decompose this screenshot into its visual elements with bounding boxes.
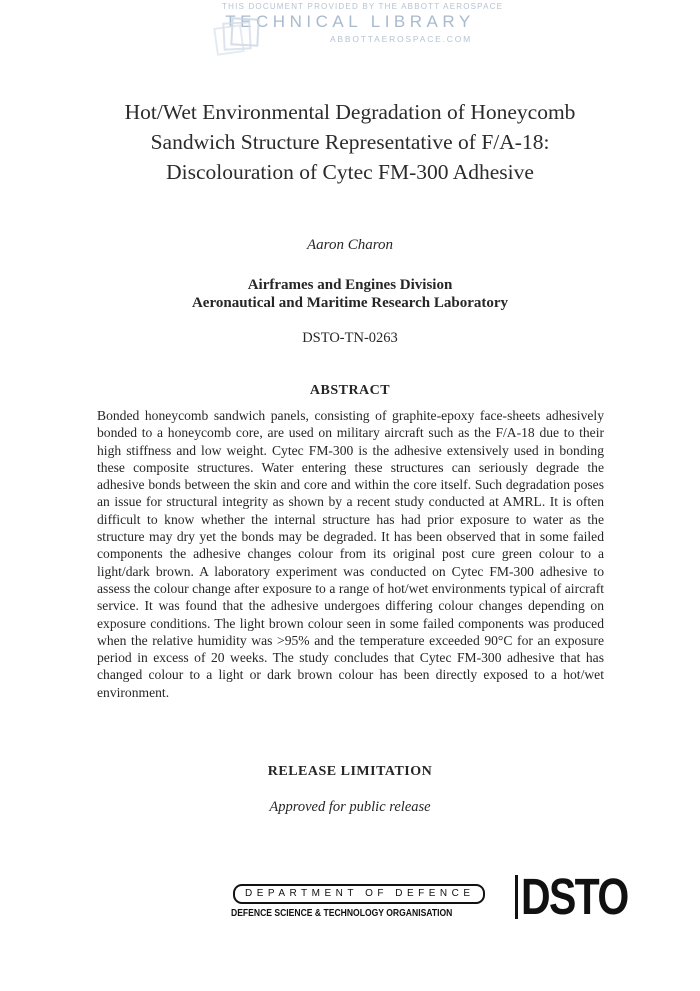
abstract-heading: ABSTRACT bbox=[309, 383, 391, 398]
watermark-brand: TECHNICAL LIBRARY bbox=[225, 12, 475, 31]
release-limitation-heading: RELEASE LIMITATION bbox=[267, 764, 433, 779]
dsto-logo-left bbox=[231, 873, 515, 919]
abbott-aerospace-watermark bbox=[222, 2, 504, 44]
division-name: Airframes and Engines Division bbox=[247, 277, 453, 293]
watermark-site-url: ABBOTTAEROSPACE.COM bbox=[329, 34, 472, 44]
title-line-3: Discolouration of Cytec FM-300 Adhesive bbox=[166, 160, 534, 184]
dsto-acronym: DSTO bbox=[520, 867, 628, 925]
watermark-provider-line: THIS DOCUMENT PROVIDED BY THE ABBOTT AEROSPACE bbox=[222, 2, 504, 11]
abstract-body: Bonded honeycomb sandwich panels, consisting of graphite-epoxy face-sheets adhesively bonded to a honeycomb core, are used on military aircraft such as the F/A-18 due to their high stiffness and low weight. Cytec FM-300 is the adhesive extensively used in bonding these composite structures. Water entering these structures can seriously degrade the adhesive bonds between the skin and core and within the core itself. Such degradation poses an issue for structural integrity as shown by a recent study conducted at AMRL. It is often difficult to know whether the internal structure has had prior exposure to water as the structure may dry yet the bonds may be degraded. It has been observed that in some failed components the adhesive changes colour from its original post cure green colour to a light/dark brown. A laboratory experiment was conducted on Cytec FM-300 adhesive to assess the colour change after exposure to a range of hot/wet environments typical of aircraft service. It was found that the adhesive undergoes differing colour changes depending on exposure conditions. The light brown colour seen in some failed components was produced when the relative humidity was >95% and the temperature exceeded 90°C for an exposure period in excess of 20 weeks. The study concludes that Cytec FM-300 adhesive that has changed colour to a light or dark brown colour has been directly exposed to a hot/wet environment. bbox=[97, 408, 604, 700]
stacked-documents-icon bbox=[212, 13, 274, 68]
organisation-block bbox=[0, 276, 700, 312]
department-of-defence-box: DEPARTMENT OF DEFENCE bbox=[233, 884, 485, 904]
title-line-2: Sandwich Structure Representative of F/A-18: bbox=[150, 130, 550, 154]
logo-divider-bar bbox=[515, 875, 518, 919]
title-line-1: Hot/Wet Environmental Degradation of Honeycomb bbox=[124, 100, 576, 124]
author-name: Aaron Charon bbox=[307, 237, 393, 253]
dsto-logo bbox=[231, 867, 651, 925]
dsto-organisation-tagline: DEFENCE SCIENCE & TECHNOLOGY ORGANISATION bbox=[231, 907, 453, 919]
release-statement: Approved for public release bbox=[269, 799, 431, 815]
report-number: DSTO-TN-0263 bbox=[302, 330, 398, 346]
laboratory-name: Aeronautical and Maritime Research Laboratory bbox=[191, 295, 509, 311]
document-title bbox=[0, 97, 700, 187]
